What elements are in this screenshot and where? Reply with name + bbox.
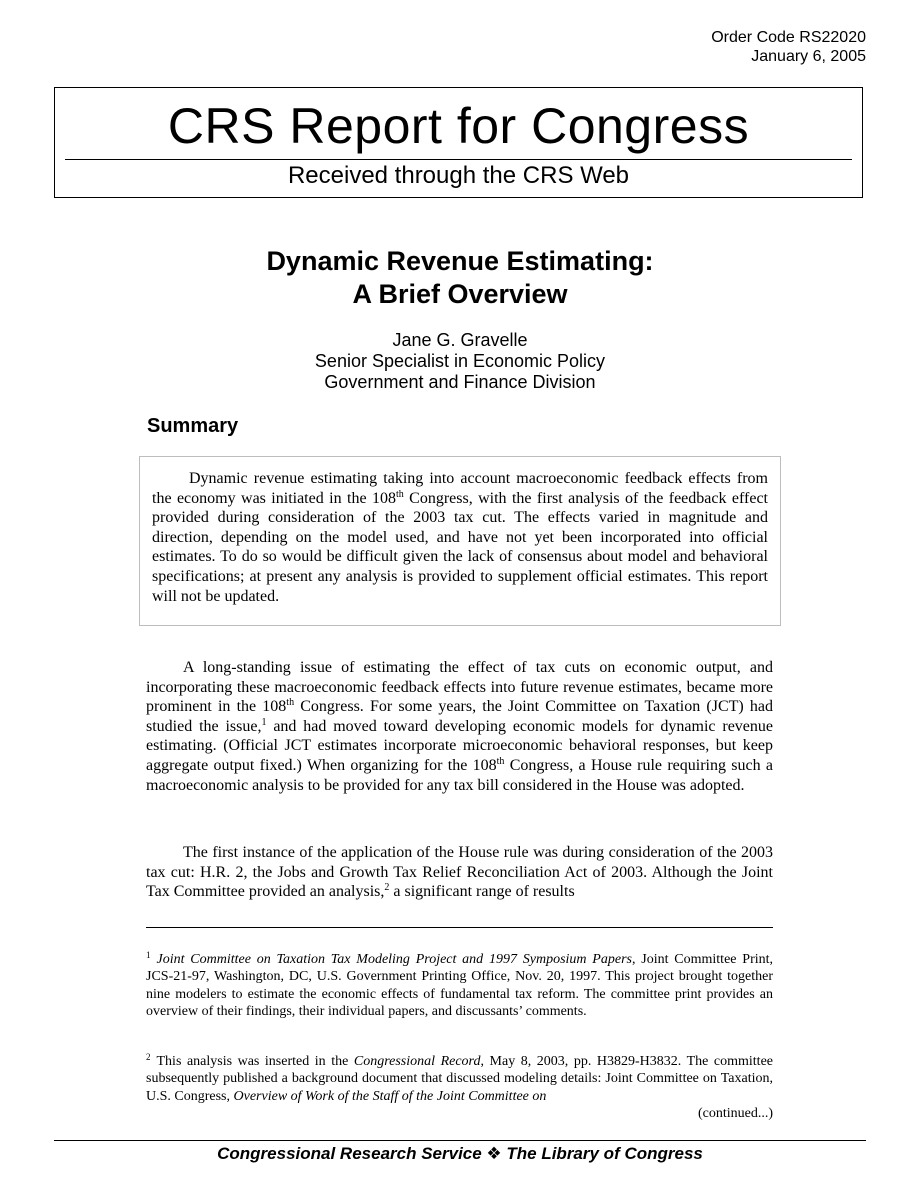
footnote-ref-1[interactable]: 1 <box>261 716 267 728</box>
footnote-2: $^2$ This analysis was inserted in the Congressional Record, May 8, 2003, pp. H3829-H3832. The committee subsequently published a background document that discussed modeling details: Joint Committee on Taxation, U.S. Congress, Overview of Work of the Staff of the Joint Committee on (continued...) <box>146 1052 773 1121</box>
footnote-divider <box>146 927 773 928</box>
body-paragraph-2: The first instance of the application of the House rule was during consideration of the 2003 tax cut: H.R. 2, the Jobs and Growth Tax Relief Reconciliation Act of 2003. Although the Joint Tax Committee provided an analysis,$^2$ a significant range of results <box>146 844 773 901</box>
summary-text: Dynamic revenue estimating taking into account macroeconomic feedback effects from the economy was initiated in the 108th Congress, with the first analysis of the feedback effect provided during consideration of the 2003 tax cut. The effects varied in magnitude and direction, depending on the model used, and have not yet been incorporated into official estimates. To do so would be difficult given the lack of consensus about model and behavioral specifications; at present any analysis is provided to supplement official estimates. This report will not be updated. <box>152 470 769 605</box>
footnote-1-number: 1 <box>146 950 151 960</box>
body-paragraph-1: A long-standing issue of estimating the effect of tax cuts on economic output, and incorporating these macroeconomic feedback effects into future revenue estimates, became more prominent in the 108th Congress. For some years, the Joint Committee on Taxation (JCT) had studied the issue,$^1$ and had moved toward developing economic models for dynamic revenue estimating. (Official JCT estimates incorporate microeconomic behavioral responses, but keep aggregate output fixed.) When organizing for the 108th Congress, a House rule requiring such a macroeconomic analysis to be provided for any tax bill considered in the House was adopted. <box>146 659 774 794</box>
page-footer: Congressional Research Service ❖ The Library of Congress <box>217 1144 703 1163</box>
report-date: January 6, 2005 <box>751 48 866 65</box>
banner-title: CRS Report for Congress <box>167 98 750 154</box>
order-code: Order Code RS22020 <box>711 29 866 46</box>
footer-divider <box>54 1140 866 1141</box>
author-name: Jane G. Gravelle <box>392 330 528 350</box>
summary-heading: Summary <box>147 415 239 437</box>
author-position: Senior Specialist in Economic Policy <box>314 351 606 371</box>
footnote-2-number: 2 <box>146 1052 151 1062</box>
report-banner <box>54 87 863 198</box>
document-title <box>0 245 920 311</box>
document-title-line1: Dynamic Revenue Estimating: <box>266 246 654 276</box>
order-header <box>711 28 866 66</box>
banner-divider <box>65 159 852 160</box>
document-title-line2: A Brief Overview <box>352 279 568 309</box>
footnote-ref-2[interactable]: 2 <box>384 882 390 894</box>
footnote-1: $^1$ Joint Committee on Taxation Tax Modeling Project and 1997 Symposium Papers, Joint Committee Print, JCS-21-97, Washington, DC, U.S. Government Printing Office, Nov. 20, 1997. This project brought together nine modelers to estimate the economic effects of fundamental tax reform. The committee print provides an overview of their findings, their individual papers, and discussants’ comments. <box>146 950 774 1019</box>
continued-note: (continued...) <box>697 1105 773 1121</box>
author-block <box>0 330 920 393</box>
summary-box <box>139 456 781 626</box>
author-division: Government and Finance Division <box>324 372 596 392</box>
banner-subtitle: Received through the CRS Web <box>287 162 630 189</box>
